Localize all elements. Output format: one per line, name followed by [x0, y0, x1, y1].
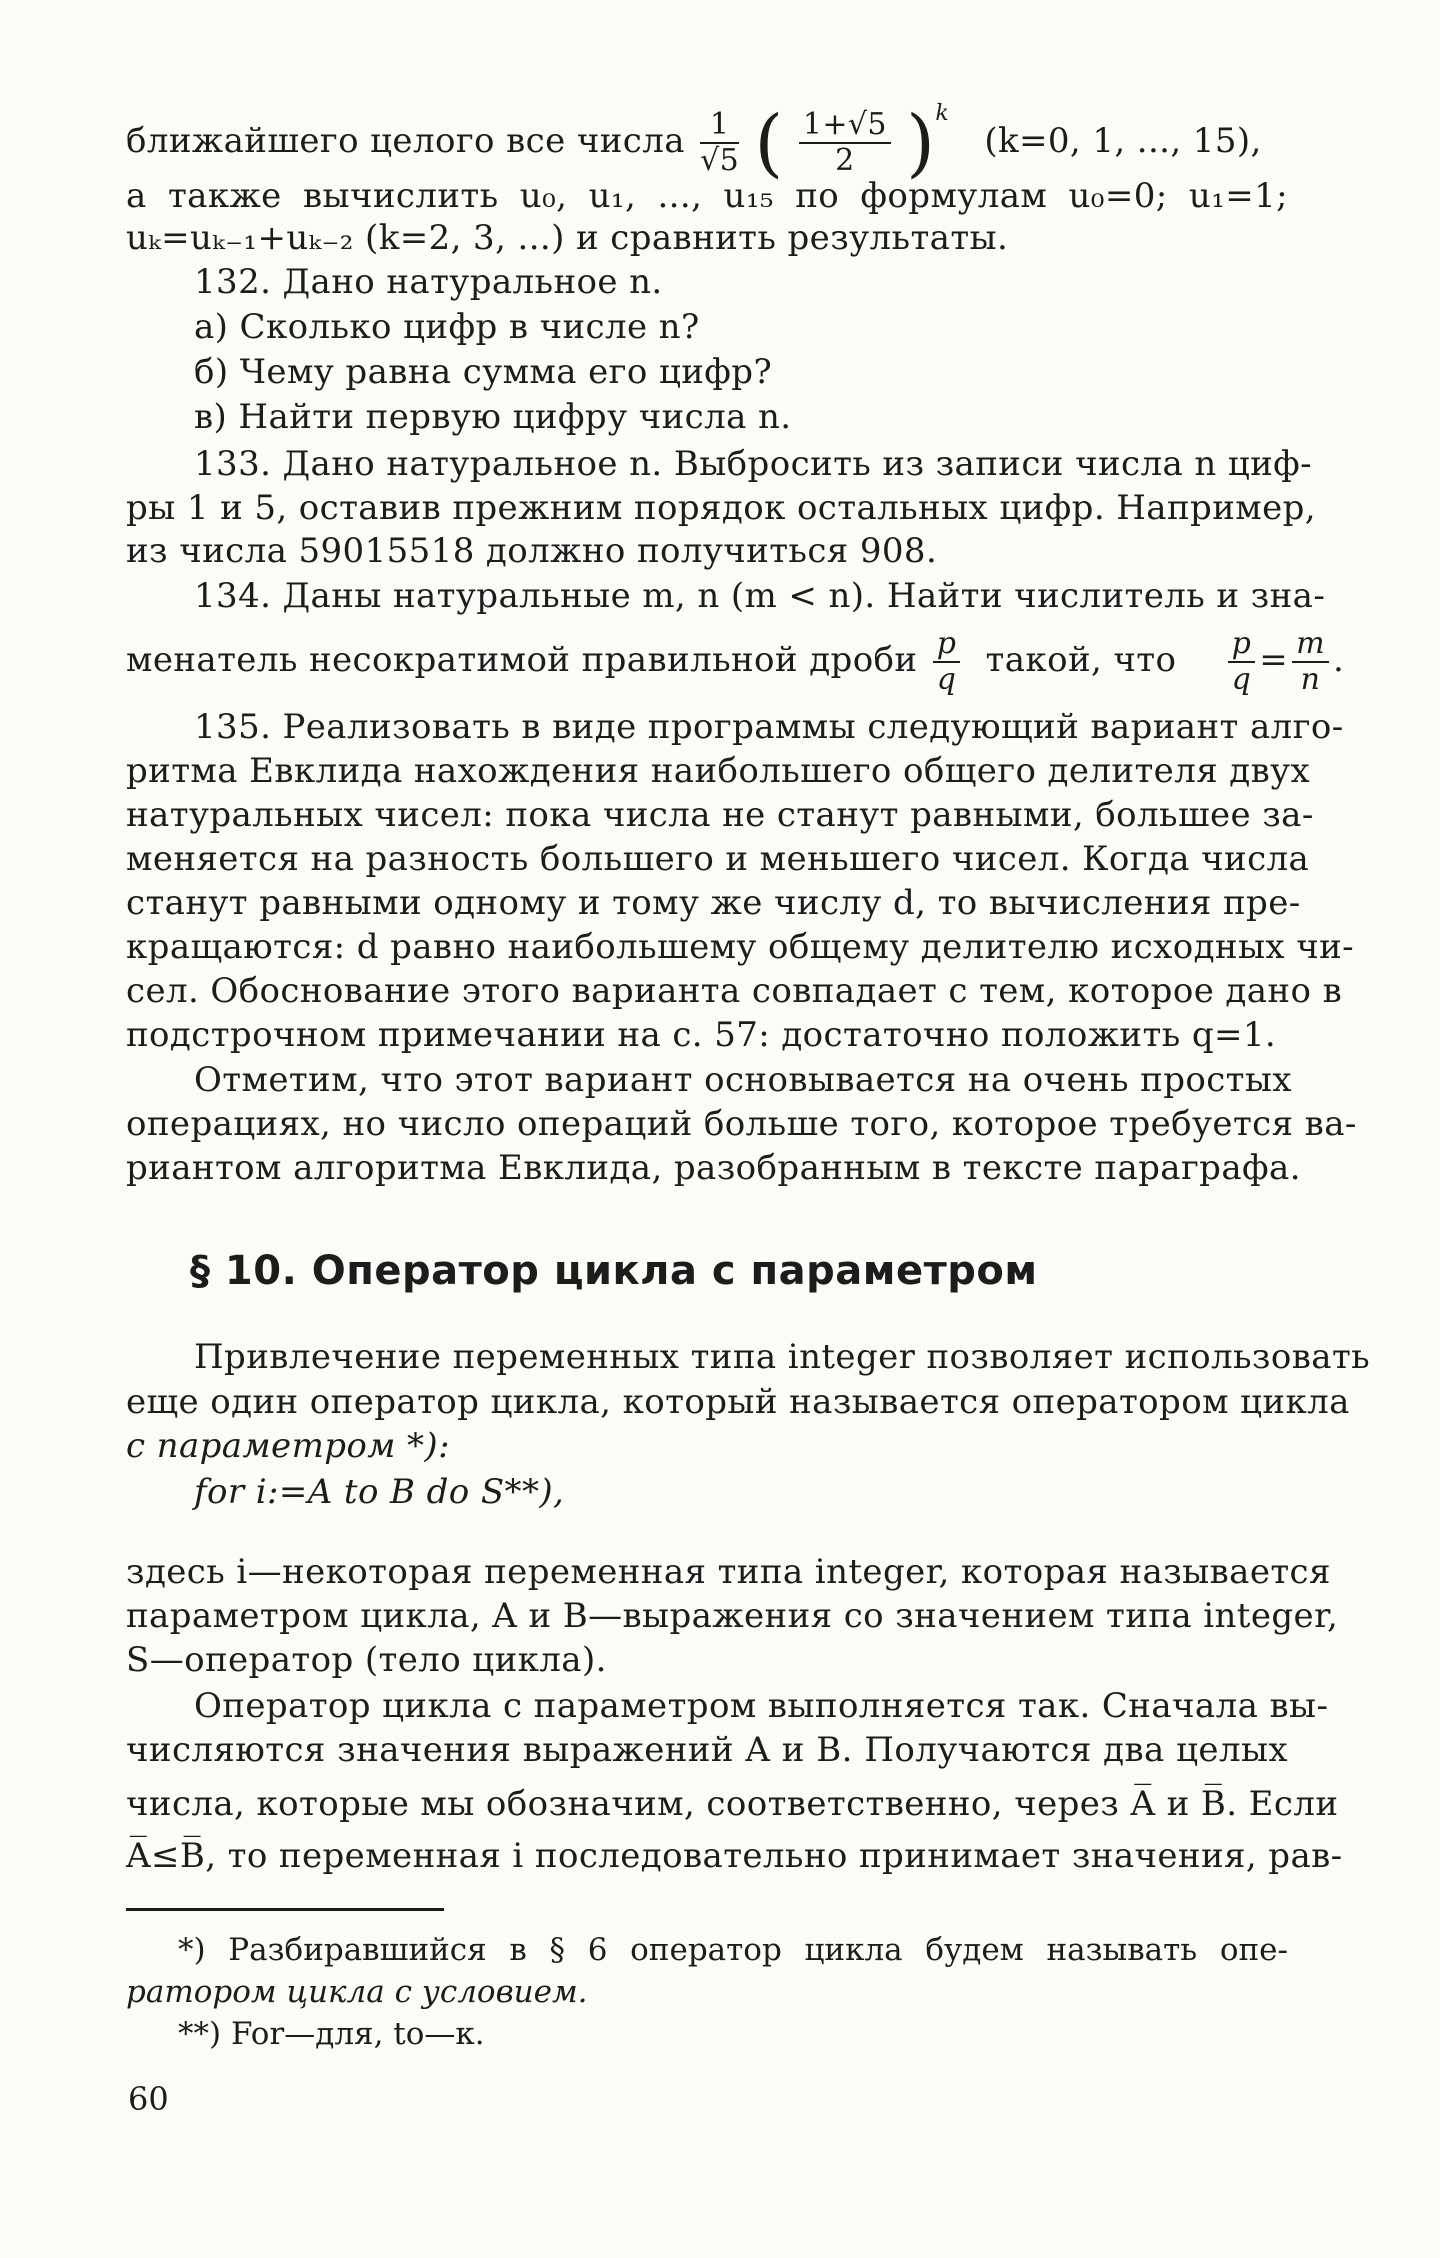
- text-line: меняется на разность большего и меньшего чисел. Когда числа: [126, 839, 1310, 879]
- exponent: k: [935, 101, 950, 126]
- text-line: из числа 59015518 должно получиться 908.: [126, 531, 938, 571]
- numerator: 1: [700, 108, 739, 144]
- fraction-one-over-sqrt5: [700, 108, 739, 178]
- formula-line: [126, 92, 1288, 186]
- code-line: for i:=A to B do S**),: [194, 1472, 565, 1512]
- text-line: кращаются: d равно наибольшему общему делителю исходных чи-: [126, 927, 1355, 967]
- denominator: n: [1300, 662, 1321, 697]
- text-line: здесь i—некоторая переменная типа integer, которая называется: [126, 1552, 1331, 1592]
- text-line: натуральных чисел: пока числа не станут равными, большее за-: [126, 795, 1314, 835]
- numerator: p: [933, 627, 961, 663]
- left-paren: (: [754, 100, 784, 186]
- text-line: сел. Обоснование этого варианта совпадает с тем, которое дано в: [126, 971, 1343, 1011]
- text-line: S—оператор (тело цикла).: [126, 1640, 607, 1680]
- text-line: Привлечение переменных типа integer позволяет использовать: [194, 1337, 1371, 1377]
- text-line: uₖ=uₖ₋₁+uₖ₋₂ (k=2, 3, ...) и сравнить результаты.: [126, 218, 1009, 258]
- problem-132-c: в) Найти первую цифру числа n.: [194, 397, 792, 437]
- text-fragment: менатель несократимой правильной дроби: [126, 640, 918, 680]
- problem-135: 135. Реализовать в виде программы следующий вариант алго-: [194, 707, 1344, 747]
- text-line: риантом алгоритма Евклида, разобранным в тексте параграфа.: [126, 1148, 1301, 1188]
- denominator: q: [936, 662, 957, 697]
- page-number: 60: [128, 2080, 169, 2118]
- equals-sign: =: [1259, 640, 1289, 680]
- text-line: операциях, но число операций больше того, которое требуется ва-: [126, 1104, 1357, 1144]
- text-line: станут равными одному и тому же числу d, то вычисления пре-: [126, 883, 1301, 923]
- footnote-1-continued: ратором цикла с условием.: [126, 1974, 588, 2010]
- problem-134: 134. Даны натуральные m, n (m < n). Найти числитель и зна-: [194, 576, 1326, 616]
- section-heading: § 10. Оператор цикла с параметром: [190, 1248, 1038, 1294]
- text-line: параметром цикла, A и B—выражения со значением типа integer,: [126, 1596, 1339, 1636]
- text-line: ры 1 и 5, оставив прежним порядок остальных цифр. Например,: [126, 488, 1317, 528]
- text-line: числа, которые мы обозначим, соответственно, через A̅ и B̅. Если: [126, 1784, 1339, 1824]
- text-fragment: такой, что: [985, 640, 1177, 680]
- problem-132: 132. Дано натуральное n.: [194, 262, 663, 302]
- text-line: Оператор цикла с параметром выполняется так. Сначала вы-: [194, 1686, 1329, 1726]
- text-line: A̅≤B̅, то переменная i последовательно принимает значения, рав-: [126, 1836, 1343, 1876]
- text-line: а также вычислить u₀, u₁, ..., u₁₅ по формулам u₀=0; u₁=1;: [126, 176, 1288, 216]
- footnote-separator: [126, 1908, 444, 1911]
- denominator: 2: [835, 143, 855, 178]
- period: .: [1332, 640, 1345, 680]
- fraction-p-q-eq: [1228, 627, 1256, 697]
- numerator: p: [1228, 627, 1256, 663]
- text-line: числяются значения выражений A и B. Получаются два целых: [126, 1730, 1288, 1770]
- fraction-p-q: [933, 627, 961, 697]
- text-line: еще один оператор цикла, который называется оператором цикла: [126, 1382, 1350, 1422]
- fraction-m-n: [1292, 627, 1329, 697]
- fraction-line: [126, 620, 1345, 700]
- text-line: подстрочном примечании на с. 57: достаточно положить q=1.: [126, 1015, 1277, 1055]
- problem-132-b: б) Чему равна сумма его цифр?: [194, 352, 773, 392]
- problem-133: 133. Дано натуральное n. Выбросить из записи числа n циф-: [194, 444, 1313, 484]
- numerator: m: [1292, 627, 1329, 663]
- text-fragment: ближайшего целого все числа: [126, 121, 685, 161]
- text-line: с параметром *):: [126, 1426, 450, 1466]
- numerator: 1+√5: [799, 108, 891, 144]
- right-paren: ): [906, 100, 936, 186]
- fraction-golden: [799, 108, 891, 178]
- problem-132-a: а) Сколько цифр в числе n?: [194, 307, 700, 347]
- denominator: q: [1231, 662, 1252, 697]
- text-line: ритма Евклида нахождения наибольшего общего делителя двух: [126, 751, 1311, 791]
- denominator: √5: [700, 143, 740, 178]
- footnote-1: *) Разбиравшийся в § 6 оператор цикла будем называть опе-: [178, 1932, 1288, 1968]
- range-text: (k=0, 1, ..., 15),: [984, 121, 1262, 161]
- text-line: Отметим, что этот вариант основывается на очень простых: [194, 1060, 1292, 1100]
- footnote-2: **) For—для, to—к.: [178, 2016, 485, 2052]
